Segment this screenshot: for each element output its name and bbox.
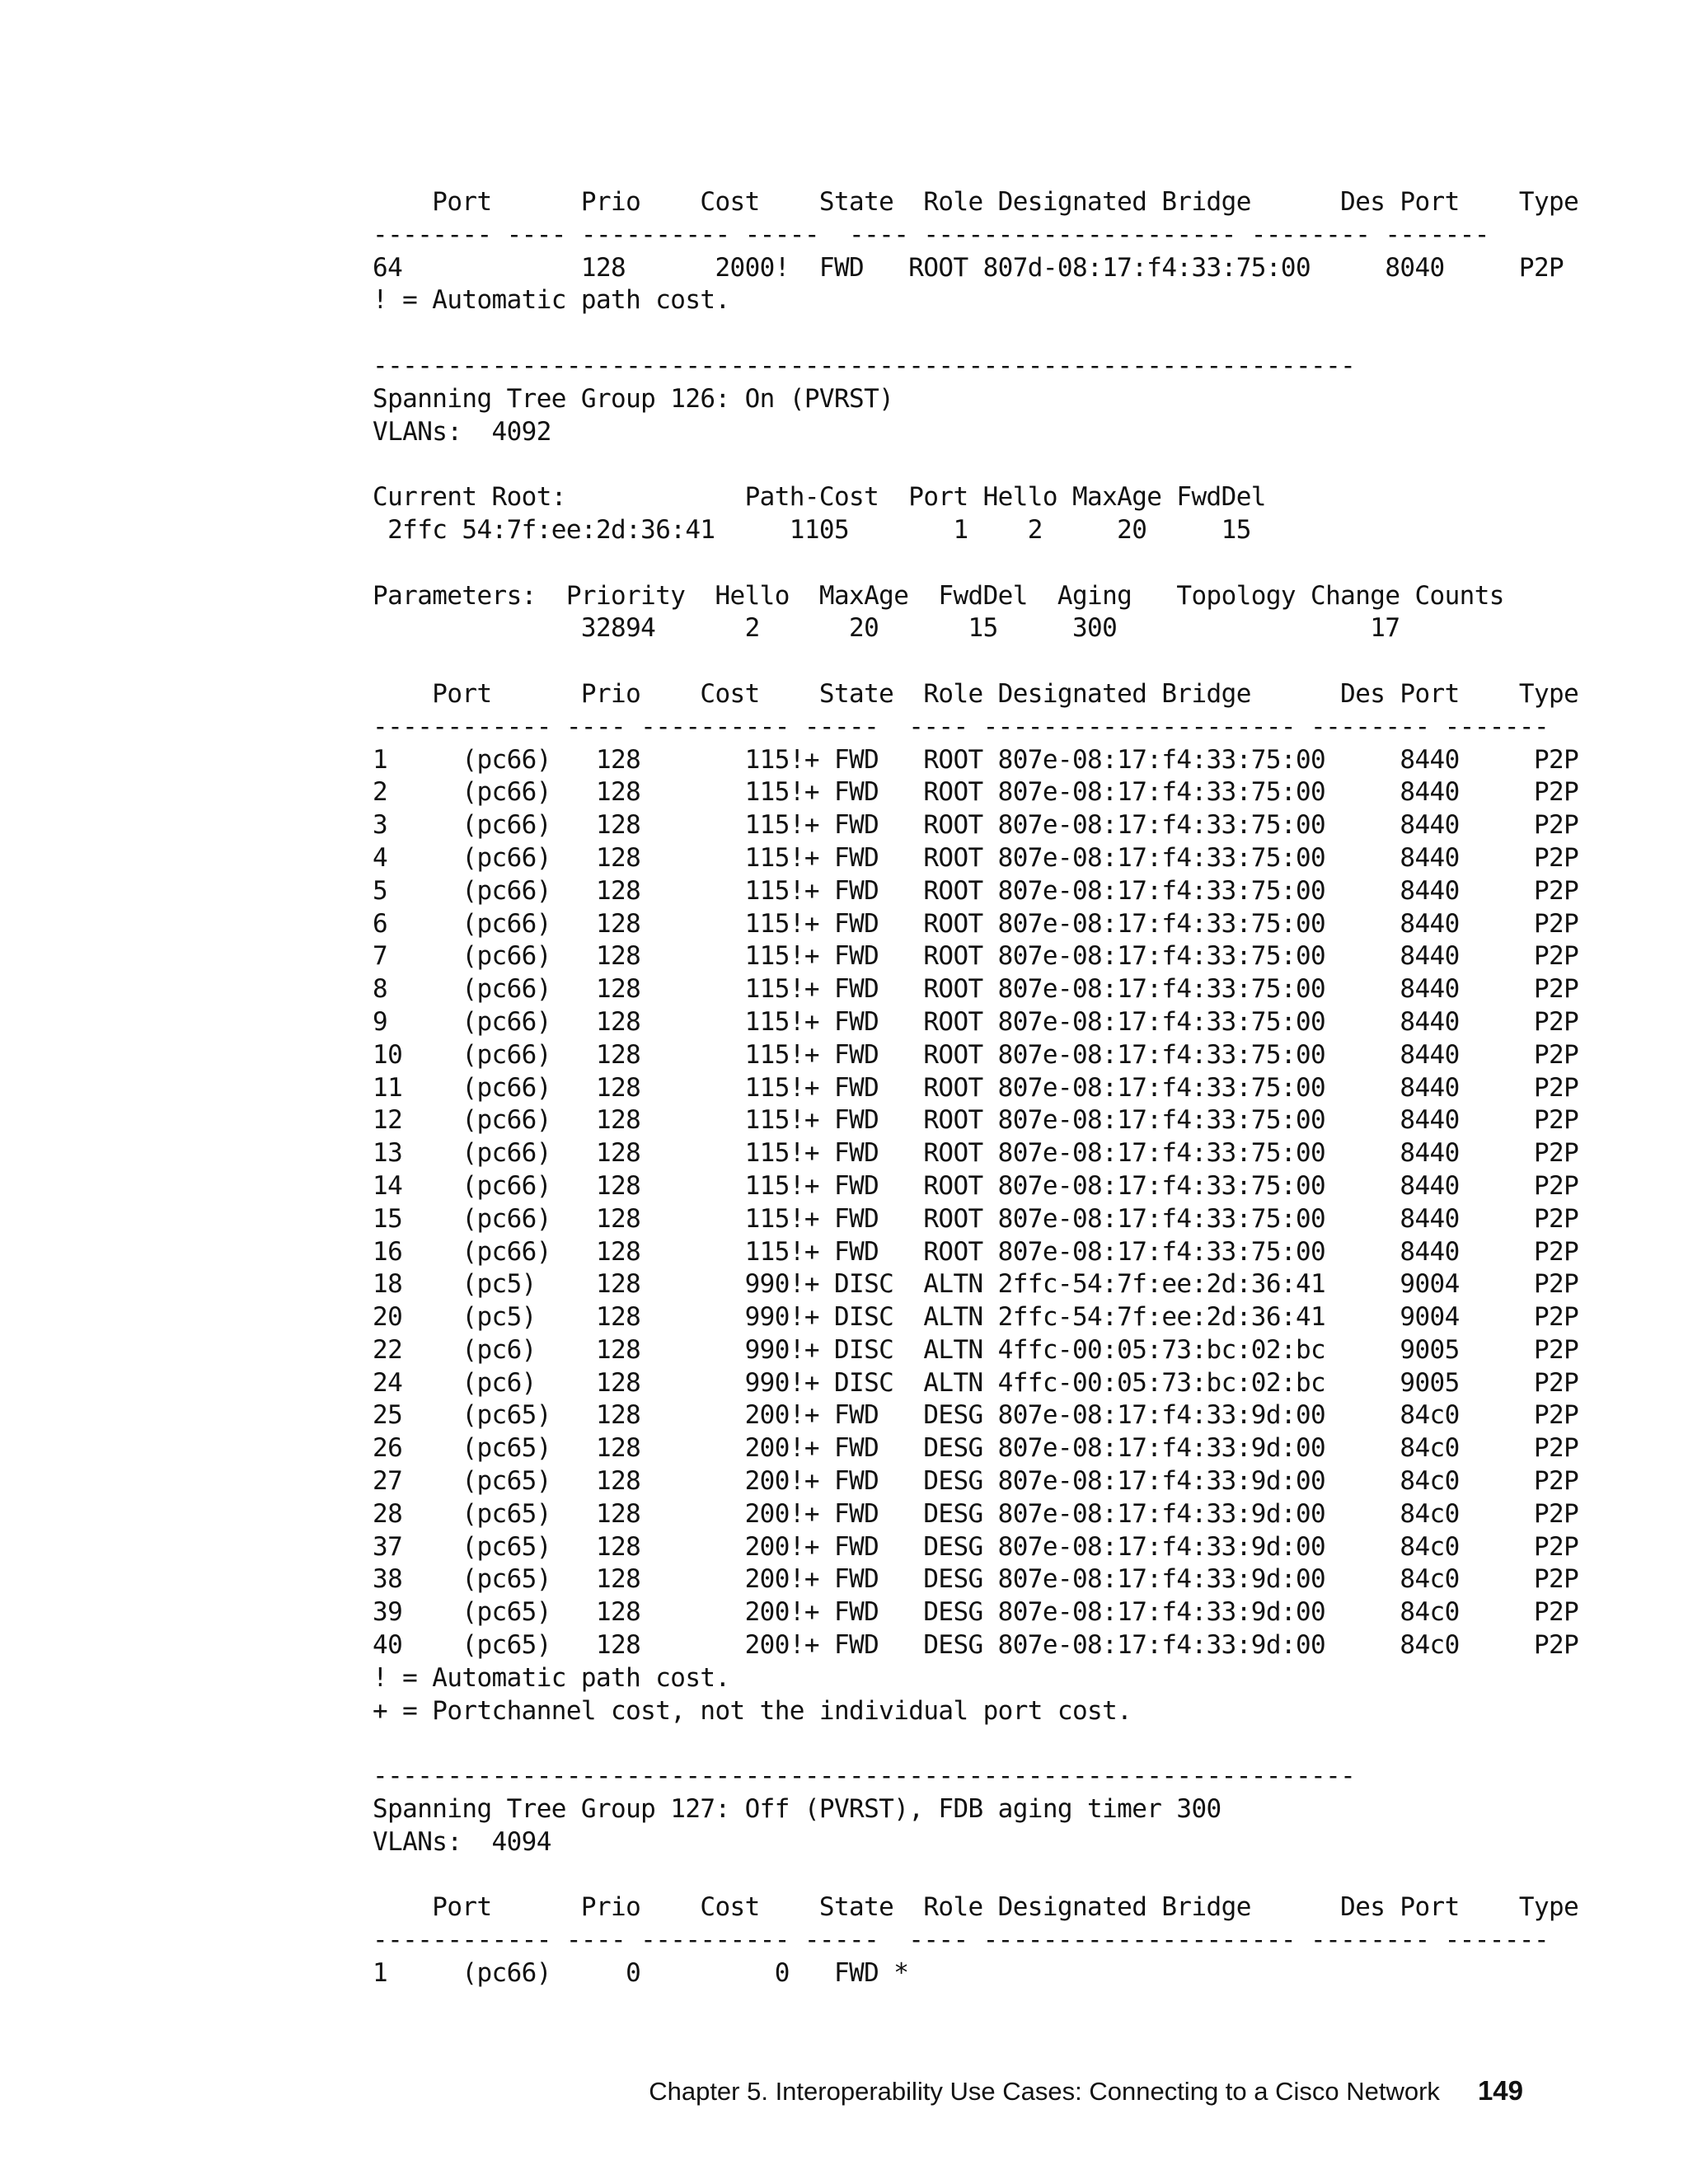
cli-line: 22 (pc6) 128 990!+ DISC ALTN 4ffc-00:05:73:bc:02:bc 9005 P2P xyxy=(373,1334,1579,1365)
cli-line: VLANs: 4092 xyxy=(373,416,551,447)
cli-line: 6 (pc66) 128 115!+ FWD ROOT 807e-08:17:f4:33:75:00 8440 P2P xyxy=(373,908,1579,939)
cli-line: 1 (pc66) 128 115!+ FWD ROOT 807e-08:17:f4:33:75:00 8440 P2P xyxy=(373,744,1579,775)
cli-line: Port Prio Cost State Role Designated Bridge Des Port Type xyxy=(373,1892,1579,1923)
cli-line xyxy=(373,645,1578,678)
cli-line: ! = Automatic path cost. xyxy=(373,1662,730,1693)
cli-line: 9 (pc66) 128 115!+ FWD ROOT 807e-08:17:f4:33:75:00 8440 P2P xyxy=(373,1006,1579,1037)
cli-line: Spanning Tree Group 126: On (PVRST) xyxy=(373,383,894,414)
cli-line: 40 (pc65) 128 200!+ FWD DESG 807e-08:17:f4:33:9d:00 84c0 P2P xyxy=(373,1630,1579,1661)
cli-line: 37 (pc65) 128 200!+ FWD DESG 807e-08:17:f4:33:9d:00 84c0 P2P xyxy=(373,1531,1579,1562)
chapter-title: Chapter 5. Interoperability Use Cases: Connecting to a Cisco Network xyxy=(649,2077,1440,2106)
cli-line: 5 (pc66) 128 115!+ FWD ROOT 807e-08:17:f4:33:75:00 8440 P2P xyxy=(373,875,1579,906)
cli-line: 38 (pc65) 128 200!+ FWD DESG 807e-08:17:f4:33:9d:00 84c0 P2P xyxy=(373,1564,1579,1595)
cli-line: + = Portchannel cost, not the individual port cost. xyxy=(373,1695,1132,1726)
cli-line: 18 (pc5) 128 990!+ DISC ALTN 2ffc-54:7f:ee:2d:36:41 9004 P2P xyxy=(373,1269,1579,1300)
cli-line: VLANs: 4094 xyxy=(373,1826,551,1857)
cli-line: Spanning Tree Group 127: Off (PVRST), FDB aging timer 300 xyxy=(373,1794,1221,1825)
cli-line: 12 (pc66) 128 115!+ FWD ROOT 807e-08:17:f4:33:75:00 8440 P2P xyxy=(373,1105,1579,1136)
cli-line: 39 (pc65) 128 200!+ FWD DESG 807e-08:17:f4:33:9d:00 84c0 P2P xyxy=(373,1597,1579,1628)
cli-line xyxy=(373,448,1578,481)
cli-line: 27 (pc65) 128 200!+ FWD DESG 807e-08:17:f4:33:9d:00 84c0 P2P xyxy=(373,1466,1579,1497)
cli-line: 16 (pc66) 128 115!+ FWD ROOT 807e-08:17:f4:33:75:00 8440 P2P xyxy=(373,1236,1579,1267)
cli-line: 15 (pc66) 128 115!+ FWD ROOT 807e-08:17:f4:33:75:00 8440 P2P xyxy=(373,1203,1579,1234)
cli-line: Parameters: Priority Hello MaxAge FwdDel Aging Topology Change Counts xyxy=(373,580,1504,611)
cli-line: 8 (pc66) 128 115!+ FWD ROOT 807e-08:17:f4:33:75:00 8440 P2P xyxy=(373,974,1579,1005)
cli-line: 2ffc 54:7f:ee:2d:36:41 1105 1 2 20 15 xyxy=(373,514,1251,545)
cli-line: 26 (pc65) 128 200!+ FWD DESG 807e-08:17:f4:33:9d:00 84c0 P2P xyxy=(373,1433,1579,1464)
cli-line: 14 (pc66) 128 115!+ FWD ROOT 807e-08:17:f4:33:75:00 8440 P2P xyxy=(373,1170,1579,1201)
cli-line: 28 (pc65) 128 200!+ FWD DESG 807e-08:17:f4:33:9d:00 84c0 P2P xyxy=(373,1498,1579,1529)
cli-line: Current Root: Path-Cost Port Hello MaxAge FwdDel xyxy=(373,482,1266,513)
cli-line: 25 (pc65) 128 200!+ FWD DESG 807e-08:17:f4:33:9d:00 84c0 P2P xyxy=(373,1400,1579,1431)
cli-line: 20 (pc5) 128 990!+ DISC ALTN 2ffc-54:7f:ee:2d:36:41 9004 P2P xyxy=(373,1302,1579,1333)
cli-line: 13 (pc66) 128 115!+ FWD ROOT 807e-08:17:f4:33:75:00 8440 P2P xyxy=(373,1138,1579,1169)
cli-line: 1 (pc66) 0 0 FWD * xyxy=(373,1958,909,1989)
cli-line: 2 (pc66) 128 115!+ FWD ROOT 807e-08:17:f4:33:75:00 8440 P2P xyxy=(373,777,1579,808)
cli-line: ! = Automatic path cost. xyxy=(373,285,730,316)
cli-line: ------------ ---- ---------- ----- ---- --------------------- -------- ------- xyxy=(373,1925,1550,1956)
cli-line: Port Prio Cost State Role Designated Bridge Des Port Type xyxy=(373,678,1579,709)
cli-line: 32894 2 20 15 300 17 xyxy=(373,613,1400,644)
cli-line xyxy=(373,1859,1578,1892)
cli-line: Port Prio Cost State Role Designated Bridge Des Port Type xyxy=(373,187,1579,217)
page-footer xyxy=(635,2046,1523,2107)
cli-line: 4 (pc66) 128 115!+ FWD ROOT 807e-08:17:f4:33:75:00 8440 P2P xyxy=(373,842,1579,873)
page-number: 149 xyxy=(1477,2075,1523,2106)
cli-line: -------- ---- ---------- ----- ---- --------------------- -------- ------- xyxy=(373,219,1489,250)
cli-line: ------------------------------------------------------------------ xyxy=(373,1761,1356,1792)
cli-line xyxy=(373,317,1578,350)
cli-line: 7 (pc66) 128 115!+ FWD ROOT 807e-08:17:f4:33:75:00 8440 P2P xyxy=(373,941,1579,972)
cli-output xyxy=(373,186,1578,1990)
cli-line xyxy=(373,547,1578,580)
cli-line: ------------ ---- ---------- ----- ---- --------------------- -------- ------- xyxy=(373,711,1550,742)
cli-line: 11 (pc66) 128 115!+ FWD ROOT 807e-08:17:f4:33:75:00 8440 P2P xyxy=(373,1072,1579,1103)
cli-line: 10 (pc66) 128 115!+ FWD ROOT 807e-08:17:f4:33:75:00 8440 P2P xyxy=(373,1039,1579,1070)
cli-line xyxy=(373,1727,1578,1760)
cli-line: ------------------------------------------------------------------ xyxy=(373,350,1356,381)
cli-line: 24 (pc6) 128 990!+ DISC ALTN 4ffc-00:05:73:bc:02:bc 9005 P2P xyxy=(373,1367,1579,1398)
cli-line: 3 (pc66) 128 115!+ FWD ROOT 807e-08:17:f4:33:75:00 8440 P2P xyxy=(373,810,1579,841)
cli-line: 64 128 2000! FWD ROOT 807d-08:17:f4:33:75:00 8040 P2P xyxy=(373,252,1564,283)
